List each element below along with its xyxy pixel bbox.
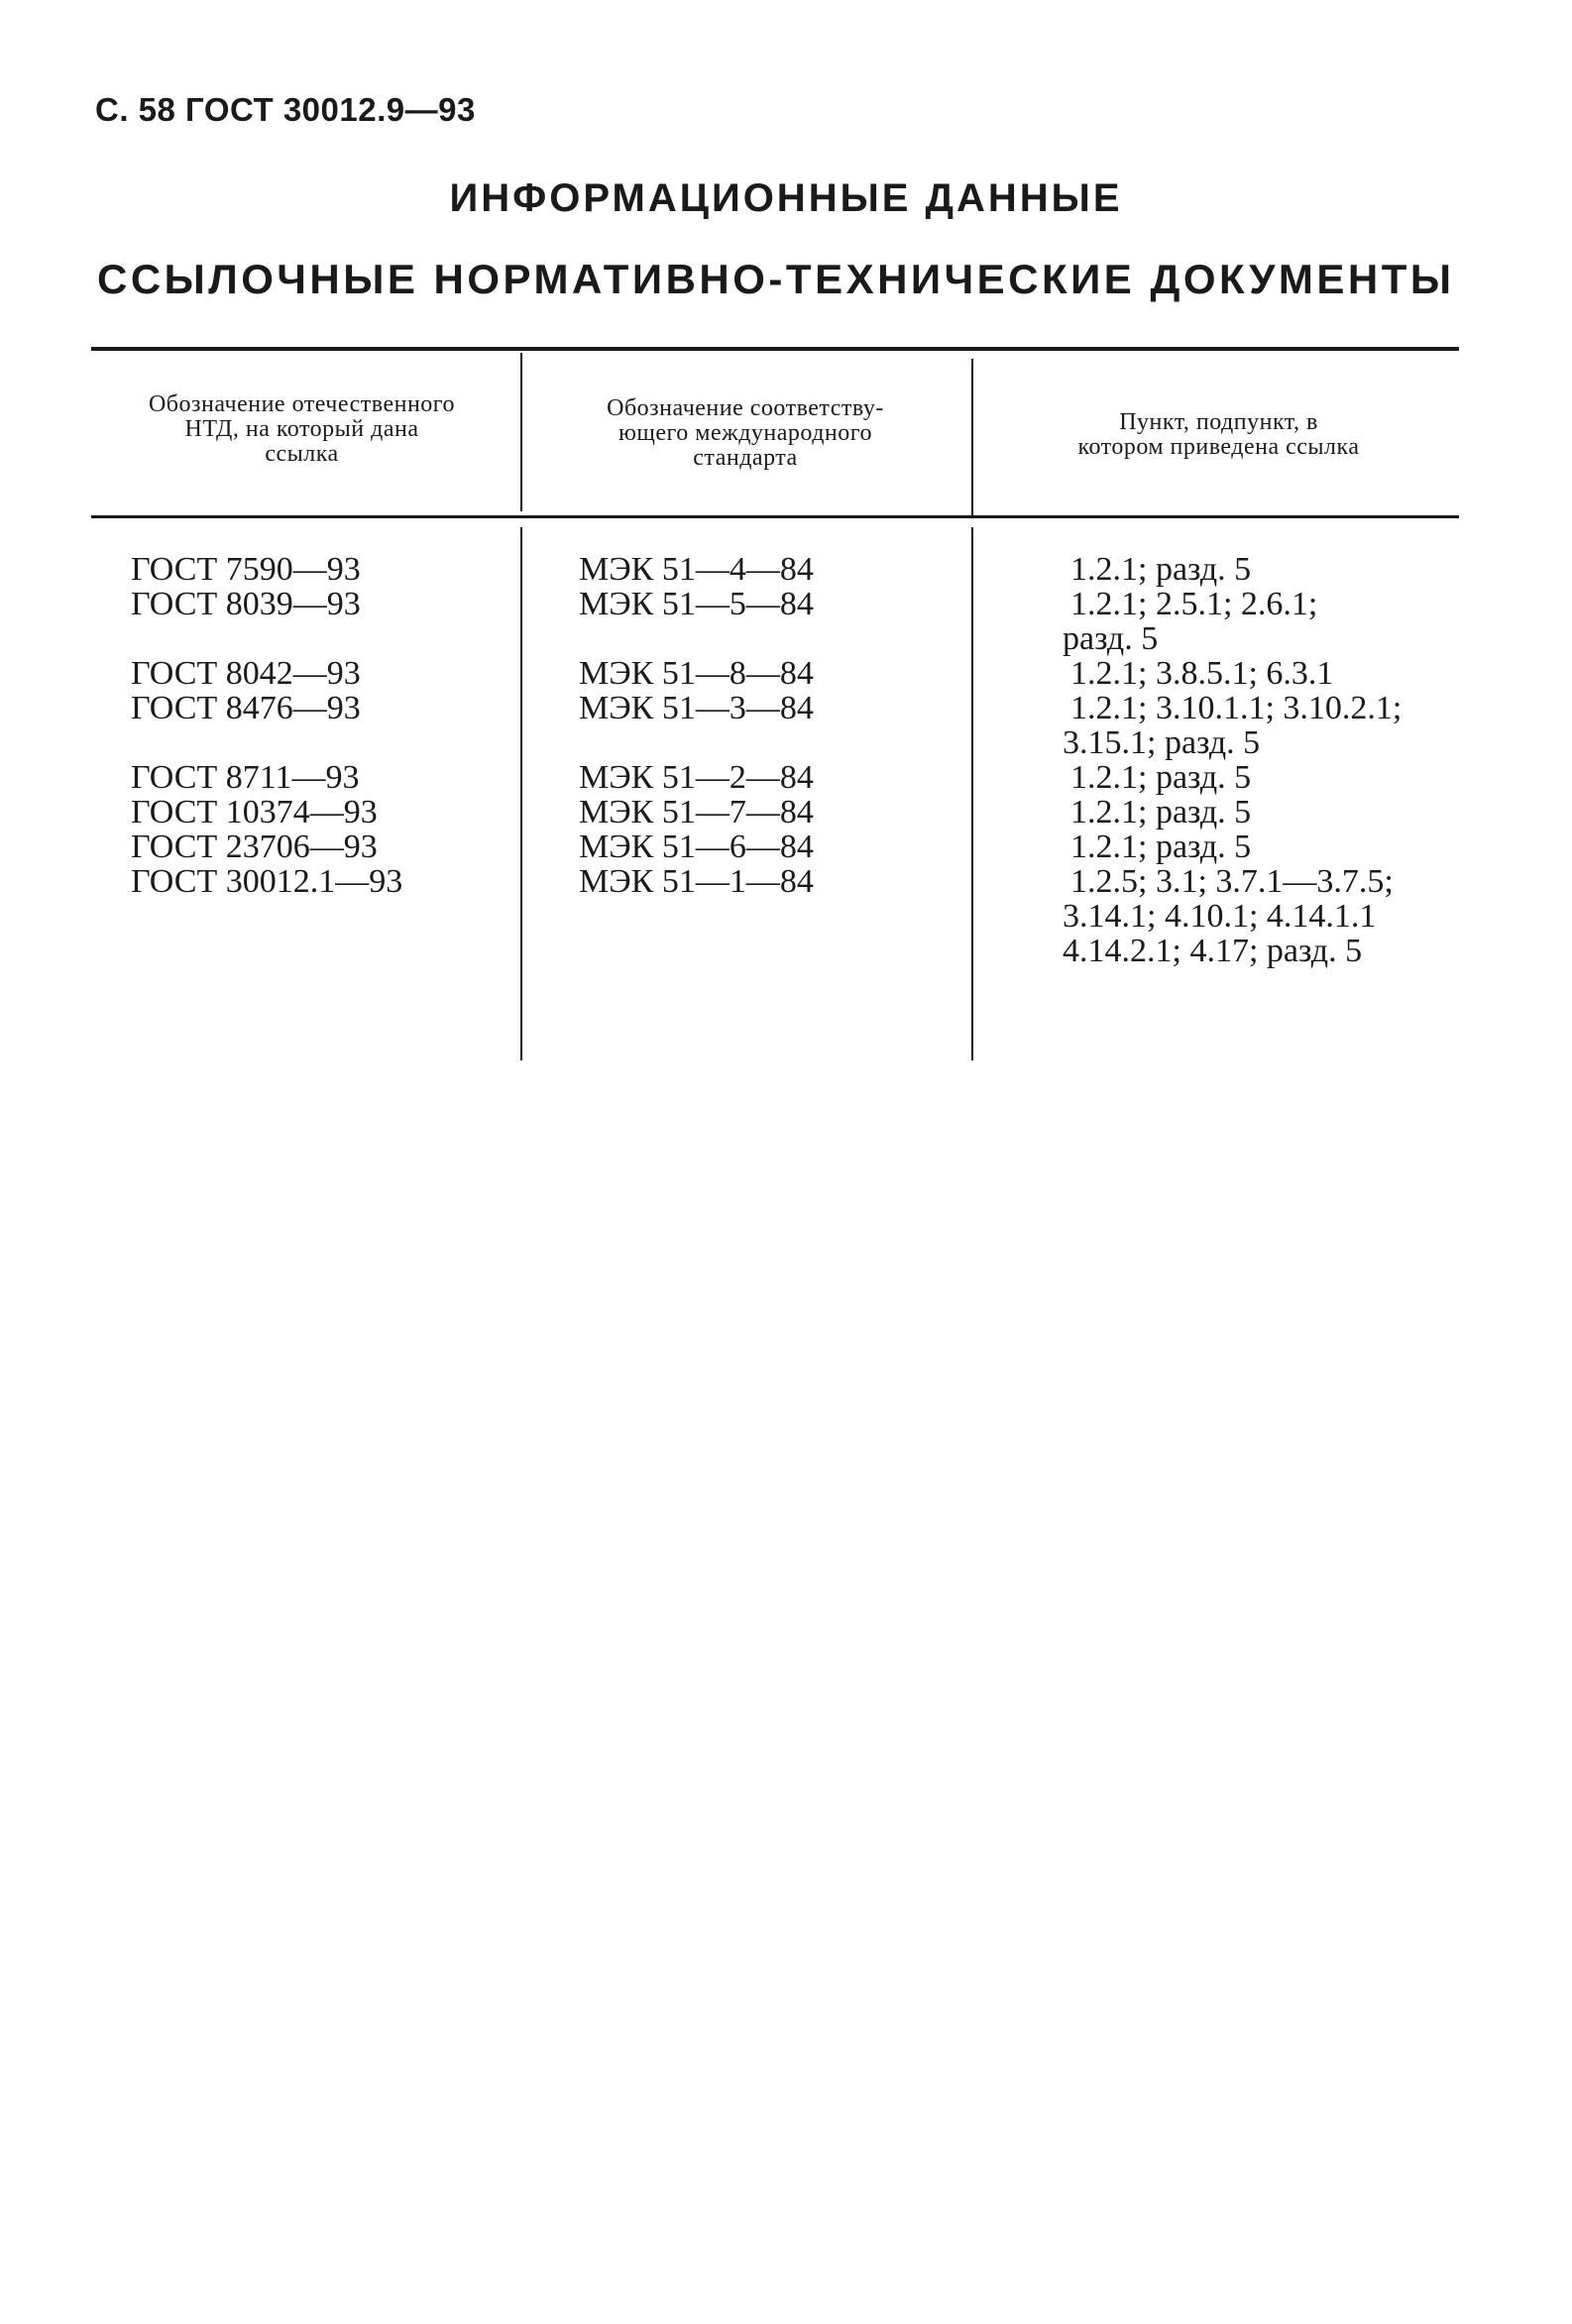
- column-divider: [520, 353, 522, 511]
- gost-cell: ГОСТ 8042—93: [131, 655, 361, 692]
- document-title: ИНФОРМАЦИОННЫЕ ДАННЫЕ: [449, 176, 1123, 220]
- iec-cell: МЭК 51—6—84: [579, 829, 814, 865]
- column-divider: [520, 527, 522, 1060]
- clause-cell-continued: 4.14.2.1; 4.17; разд. 5: [1063, 933, 1363, 969]
- clause-cell-continued: 3.14.1; 4.10.1; 4.14.1.1: [1063, 898, 1377, 935]
- gost-cell: ГОСТ 7590—93: [131, 551, 361, 588]
- gost-cell: ГОСТ 10374—93: [131, 794, 378, 830]
- clause-cell: 1.2.1; 2.5.1; 2.6.1;: [1070, 586, 1318, 622]
- iec-cell: МЭК 51—7—84: [579, 794, 814, 830]
- header-clause: Пункт, подпункт, в котором приведена ссылка: [1077, 409, 1360, 460]
- gost-column: [131, 552, 507, 899]
- column-divider: [971, 359, 973, 515]
- clause-column: [1063, 551, 1457, 969]
- references-table: [91, 347, 1459, 1060]
- page-header: С. 58 ГОСТ 30012.9—93: [95, 91, 476, 128]
- gost-cell: ГОСТ 30012.1—93: [131, 863, 403, 900]
- clause-cell: 1.2.1; 3.8.5.1; 6.3.1: [1070, 655, 1334, 692]
- clause-cell-continued: разд. 5: [1063, 620, 1159, 657]
- clause-cell: 1.2.1; разд. 5: [1070, 759, 1252, 796]
- column-divider: [971, 527, 973, 1060]
- iec-cell: МЭК 51—4—84: [579, 551, 814, 588]
- clause-cell: 1.2.1; разд. 5: [1070, 551, 1252, 588]
- clause-cell-continued: 3.15.1; разд. 5: [1063, 724, 1261, 761]
- iec-cell: МЭК 51—5—84: [579, 586, 814, 622]
- document-subtitle: ССЫЛОЧНЫЕ НОРМАТИВНО-ТЕХНИЧЕСКИЕ ДОКУМЕНТЫ: [97, 256, 1455, 302]
- gost-cell: ГОСТ 8039—93: [131, 586, 361, 622]
- clause-cell: 1.2.1; разд. 5: [1070, 829, 1252, 865]
- header-national-doc: Обозначение отечественного НТД, на который дана ссылка: [148, 391, 456, 467]
- gost-cell: ГОСТ 23706—93: [131, 829, 378, 865]
- iec-cell: МЭК 51—3—84: [579, 690, 814, 726]
- header-international-standard: Обозначение соответству- ющего международного стандарта: [607, 395, 884, 471]
- table-header-rule: [91, 515, 1459, 518]
- clause-cell: 1.2.1; разд. 5: [1070, 794, 1252, 830]
- clause-cell: 1.2.5; 3.1; 3.7.1—3.7.5;: [1070, 863, 1394, 900]
- clause-cell: 1.2.1; 3.10.1.1; 3.10.2.1;: [1070, 690, 1403, 726]
- gost-cell: ГОСТ 8711—93: [131, 759, 360, 796]
- gost-cell: ГОСТ 8476—93: [131, 690, 361, 726]
- iec-cell: МЭК 51—2—84: [579, 759, 814, 796]
- iec-column: [579, 552, 955, 899]
- iec-cell: МЭК 51—8—84: [579, 655, 814, 692]
- table-top-rule: [91, 347, 1459, 351]
- iec-cell: МЭК 51—1—84: [579, 863, 814, 900]
